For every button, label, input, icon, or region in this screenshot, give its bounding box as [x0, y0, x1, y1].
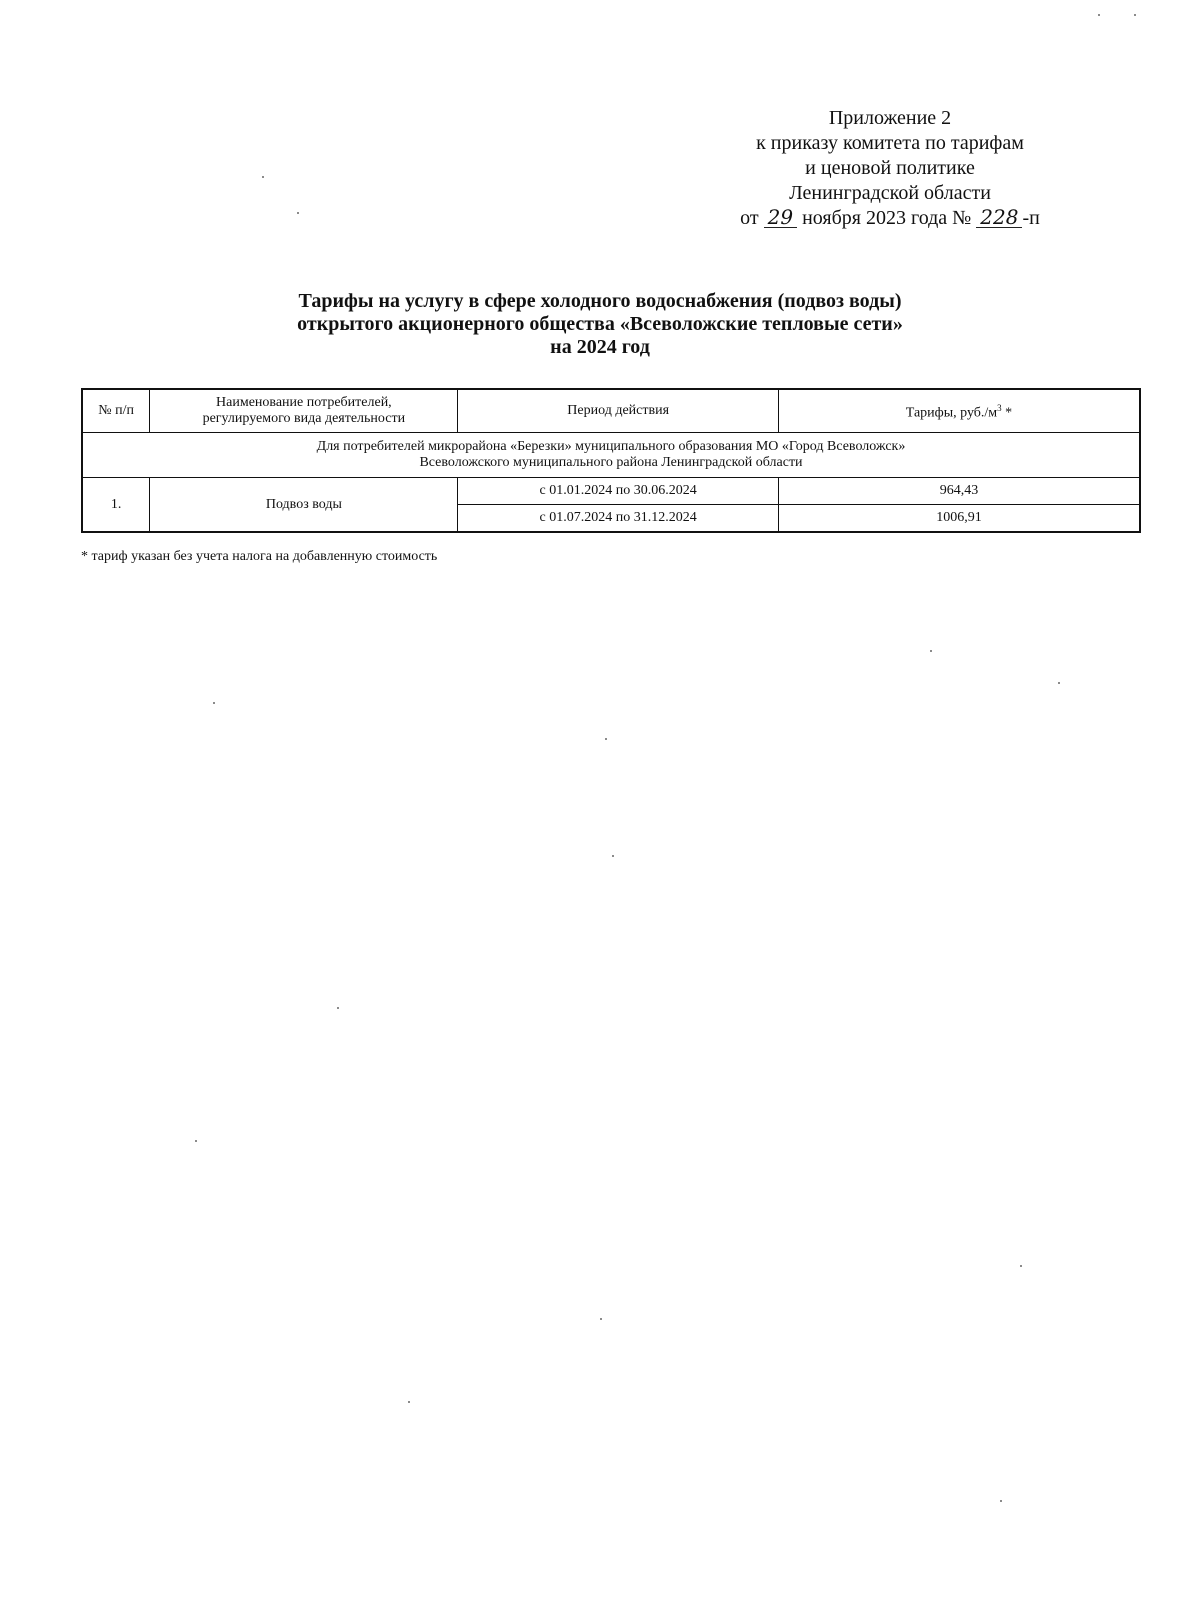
group-row	[82, 433, 1140, 478]
scan-speck	[262, 176, 264, 178]
scan-speck	[337, 1007, 339, 1009]
table-header-row	[82, 389, 1140, 433]
handwritten-day: 29	[764, 207, 797, 228]
header-name-line-1: Наименование потребителей,	[216, 395, 392, 410]
title-line-3: на 2024 год	[550, 336, 650, 358]
group-line-1: Для потребителей микрорайона «Березки» муниципального образования МО «Город Всеволожск»	[316, 439, 906, 454]
appendix-date-line	[700, 206, 1080, 231]
scan-speck	[195, 1140, 197, 1142]
scan-speck	[930, 650, 932, 652]
scan-speck	[1134, 14, 1136, 16]
scan-speck	[612, 855, 614, 857]
appendix-line-3: и ценовой политике	[805, 157, 975, 179]
scan-speck	[1000, 1500, 1002, 1502]
row-num: 1.	[82, 478, 150, 533]
row-tariff-1: 964,43	[778, 478, 1140, 505]
appendix-line-2: к приказу комитета по тарифам	[756, 132, 1024, 154]
scan-speck	[297, 212, 299, 214]
row-name: Подвоз воды	[150, 478, 458, 533]
title-line-1: Тарифы на услугу в сфере холодного водоснабжения (подвоз воды)	[298, 290, 902, 312]
group-line-2: Всеволожского муниципального района Ленинградской области	[419, 455, 803, 470]
header-tariff-label: Тарифы, руб./м	[905, 405, 998, 421]
scan-speck	[213, 702, 215, 704]
scan-speck	[1020, 1265, 1022, 1267]
header-name-line-2: регулируемого вида деятельности	[202, 411, 406, 426]
row-tariff-2: 1006,91	[778, 505, 1140, 533]
appendix-line-4: Ленинградской области	[789, 182, 991, 204]
table-row	[82, 478, 1140, 505]
scan-speck	[605, 738, 607, 740]
handwritten-number: 228	[976, 207, 1022, 228]
scan-speck	[408, 1401, 410, 1403]
header-name	[150, 389, 458, 433]
scan-speck	[1098, 14, 1100, 16]
date-middle: ноября 2023 года №	[802, 207, 972, 229]
footnote: * тариф указан без учета налога на добавленную стоимость	[81, 549, 438, 564]
scan-speck	[600, 1318, 602, 1320]
appendix-block	[700, 106, 1080, 231]
appendix-line-1: Приложение 2	[828, 107, 952, 129]
header-tariff	[778, 389, 1140, 433]
row-period-2: с 01.07.2024 по 31.12.2024	[458, 505, 778, 533]
header-tariff-mark: *	[1001, 405, 1013, 421]
date-prefix: от	[740, 207, 759, 229]
header-period: Период действия	[458, 389, 778, 433]
row-period-1: с 01.01.2024 по 30.06.2024	[458, 478, 778, 505]
title-line-2: открытого акционерного общества «Всеволожские тепловые сети»	[297, 313, 903, 335]
tariff-table	[81, 388, 1141, 533]
group-cell	[82, 433, 1140, 478]
number-suffix: -п	[1022, 207, 1040, 229]
header-num: № п/п	[82, 389, 150, 433]
scan-speck	[1058, 682, 1060, 684]
header-tariff-sup: 3	[997, 403, 1002, 414]
document-title	[200, 290, 1000, 359]
